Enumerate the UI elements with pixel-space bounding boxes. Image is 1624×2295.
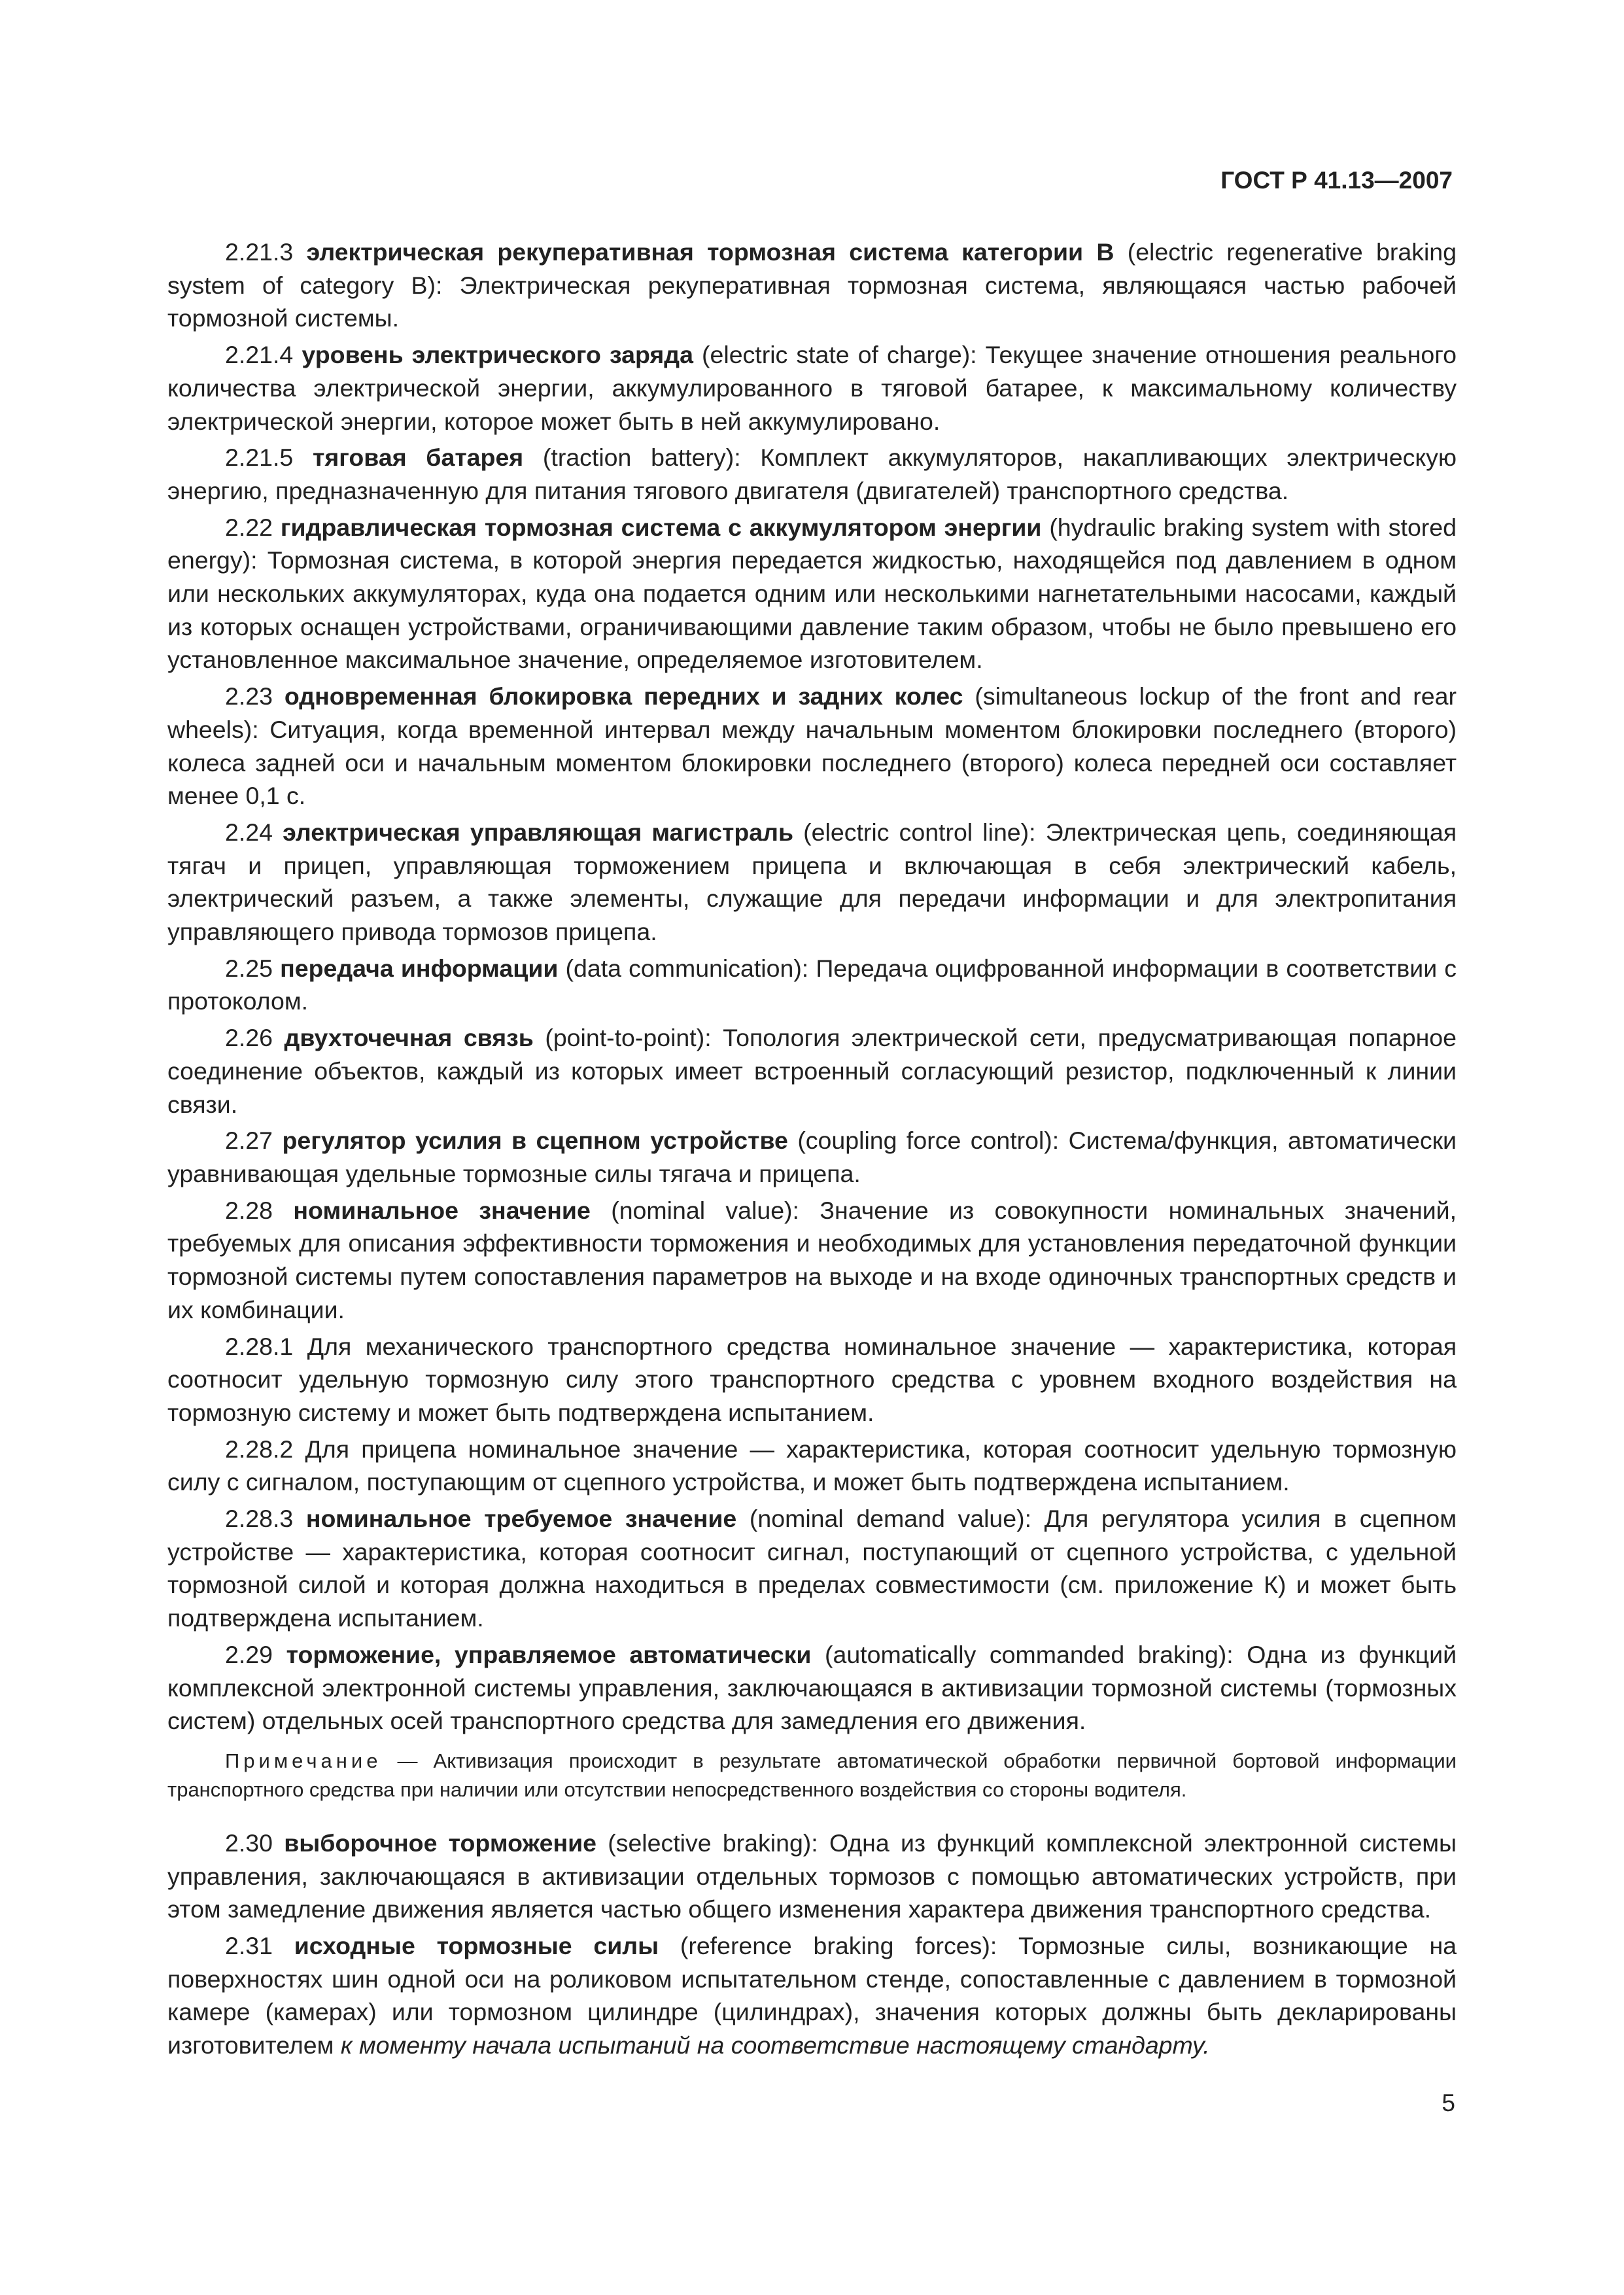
note-label: Примечание xyxy=(225,1749,382,1772)
term: регулятор усилия в сцепном устройстве xyxy=(282,1127,788,1155)
paragraph-2-28-3: 2.28.3 номинальное требуемое значение (nominal demand value): Для регулятора усилия в сцепном устройстве — характеристика, которая соотносит сигнал, поступающий от сцепного устройства, с удельной тормозной силой и которая должна находиться в пределах совместимости (см. приложение К) и может быть подтверждена испытанием. xyxy=(167,1505,1457,1632)
term: гидравлическая тормозная система с аккумулятором энергии xyxy=(280,513,1042,541)
paragraph-2-22: 2.22 гидравлическая тормозная система с аккумулятором энергии (hydraulic braking system with stored energy): Тормозная система, в которой энергия передается жидкостью, находящейся под давлением в одном или нескольких аккумуляторах, куда она подается одним или несколькими нагнетательными насосами, каждый из которых оснащен устройствами, ограничивающими давление таким образом, чтобы не было превышено его установленное максимальное значение, определяемое изготовителем. xyxy=(167,513,1457,674)
term: тяговая батарея xyxy=(313,444,524,472)
document-body xyxy=(167,236,1457,2062)
paragraph-2-31: 2.31 исходные тормозные силы (reference braking forces): Тормозные силы, возникающие на поверхностях шин одной оси на роликовом испытательном стенде, сопоставленные с давлением в тормозной камере (камерах) или тормозном цилиндре (цилиндрах), значения которых должны быть декларированы изготовителем к моменту начала испытаний на соответствие настоящему стандарту. xyxy=(167,1932,1457,2059)
paragraph-2-29: 2.29 торможение, управляемое автоматически (automatically commanded braking): Одна из функций комплексной электронной системы управления, заключающаяся в активизации тормозной системы (тормозных систем) отдельных осей транспортного средства для замедления его движения. xyxy=(167,1640,1457,1735)
paragraph-2-25: 2.25 передача информации (data communication): Передача оцифрованной информации в соответствии с протоколом. xyxy=(167,954,1457,1015)
paragraph-2-30: 2.30 выборочное торможение (selective braking): Одна из функций комплексной электронной системы управления, заключающаяся в активизации отдельных тормозов с помощью автоматических устройств, при этом замедление движения является частью общего изменения характера движения транспортного средства. xyxy=(167,1829,1457,1923)
term: одновременная блокировка передних и задних колес xyxy=(284,682,963,710)
term: передача информации xyxy=(280,954,559,982)
paragraph-2-24: 2.24 электрическая управляющая магистраль (electric control line): Электрическая цепь, соединяющая тягач и прицеп, управляющая торможением прицепа и включающая в себя электрический кабель, электрический разъем, а также элементы, служащие для передачи информации и для электропитания управляющего привода тормозов прицепа. xyxy=(167,818,1457,946)
term: выборочное торможение xyxy=(284,1829,596,1857)
term: электрическая рекуперативная тормозная система категории В xyxy=(306,238,1114,266)
paragraph-2-21-4: 2.21.4 уровень электрического заряда (electric state of charge): Текущее значение отношения реального количества электрической энергии, аккумулированного в тяговой батарее, к максимальному количеству электрической энергии, которое может быть в ней аккумулировано. xyxy=(167,341,1457,435)
paragraph-2-21-3: 2.21.3 электрическая рекуперативная тормозная система категории В (electric regenerative braking system of category B): Электрическая рекуперативная тормозная система, являющаяся частью рабочей тормозной системы. xyxy=(167,238,1457,332)
italic-text: к моменту начала испытаний на соответствие настоящему стандарту. xyxy=(340,2031,1210,2059)
paragraph-2-28-1: 2.28.1 Для механического транспортного средства номинальное значение — характеристика, которая соотносит удельную тормозную силу этого транспортного средства с уровнем входного воздействия на тормозную систему и может быть подтверждена испытанием. xyxy=(167,1332,1457,1426)
term: торможение, управляемое автоматически xyxy=(286,1640,812,1668)
note xyxy=(167,1747,1457,1804)
term: уровень электрического заряда xyxy=(302,341,693,369)
paragraph-2-23: 2.23 одновременная блокировка передних и задних колес (simultaneous lockup of the front and rear wheels): Ситуация, когда временной интервал между начальным моментом блокировки последнего (второго) колеса задней оси и начальным моментом блокировки последнего (второго) колеса передней оси составляет менее 0,1 с. xyxy=(167,682,1457,810)
paragraph-2-26: 2.26 двухточечная связь (point-to-point): Топология электрической сети, предусматривающая попарное соединение объектов, каждый из которых имеет встроенный согласующий резистор, подключенный к линии связи. xyxy=(167,1024,1457,1118)
term: исходные тормозные силы xyxy=(294,1932,659,1960)
paragraph-2-28-2: 2.28.2 Для прицепа номинальное значение — характеристика, которая соотносит удельную тормозную силу с сигналом, поступающим от сцепного устройства, и может быть подтверждена испытанием. xyxy=(167,1435,1457,1496)
standard-header: ГОСТ Р 41.13—2007 xyxy=(1220,167,1453,194)
term: номинальное требуемое значение xyxy=(305,1505,737,1533)
term: двухточечная связь xyxy=(284,1024,534,1052)
paragraph-2-27: 2.27 регулятор усилия в сцепном устройстве (coupling force control): Система/функция, автоматически уравнивающая удельные тормозные силы тягача и прицепа. xyxy=(167,1127,1457,1187)
page-number: 5 xyxy=(1442,2090,1455,2116)
paragraph-2-28: 2.28 номинальное значение (nominal value): Значение из совокупности номинальных значений, требуемых для описания эффективности торможения и необходимых для установления передаточной функции тормозной системы путем сопоставления параметров на выходе и на входе одиночных транспортных средств и их комбинации. xyxy=(167,1196,1457,1323)
term: номинальное значение xyxy=(293,1196,591,1224)
paragraph-2-21-5: 2.21.5 тяговая батарея (traction battery): Комплект аккумуляторов, накапливающих электрическую энергию, предназначенную для питания тягового двигателя (двигателей) транспортного средства. xyxy=(167,444,1457,504)
note-text: — Активизация происходит в результате автоматической обработки первичной бортовой информации транспортного средства при наличии или отсутствии непосредственного воздействия со стороны водителя. xyxy=(167,1749,1457,1801)
term: электрическая управляющая магистраль xyxy=(283,818,794,846)
